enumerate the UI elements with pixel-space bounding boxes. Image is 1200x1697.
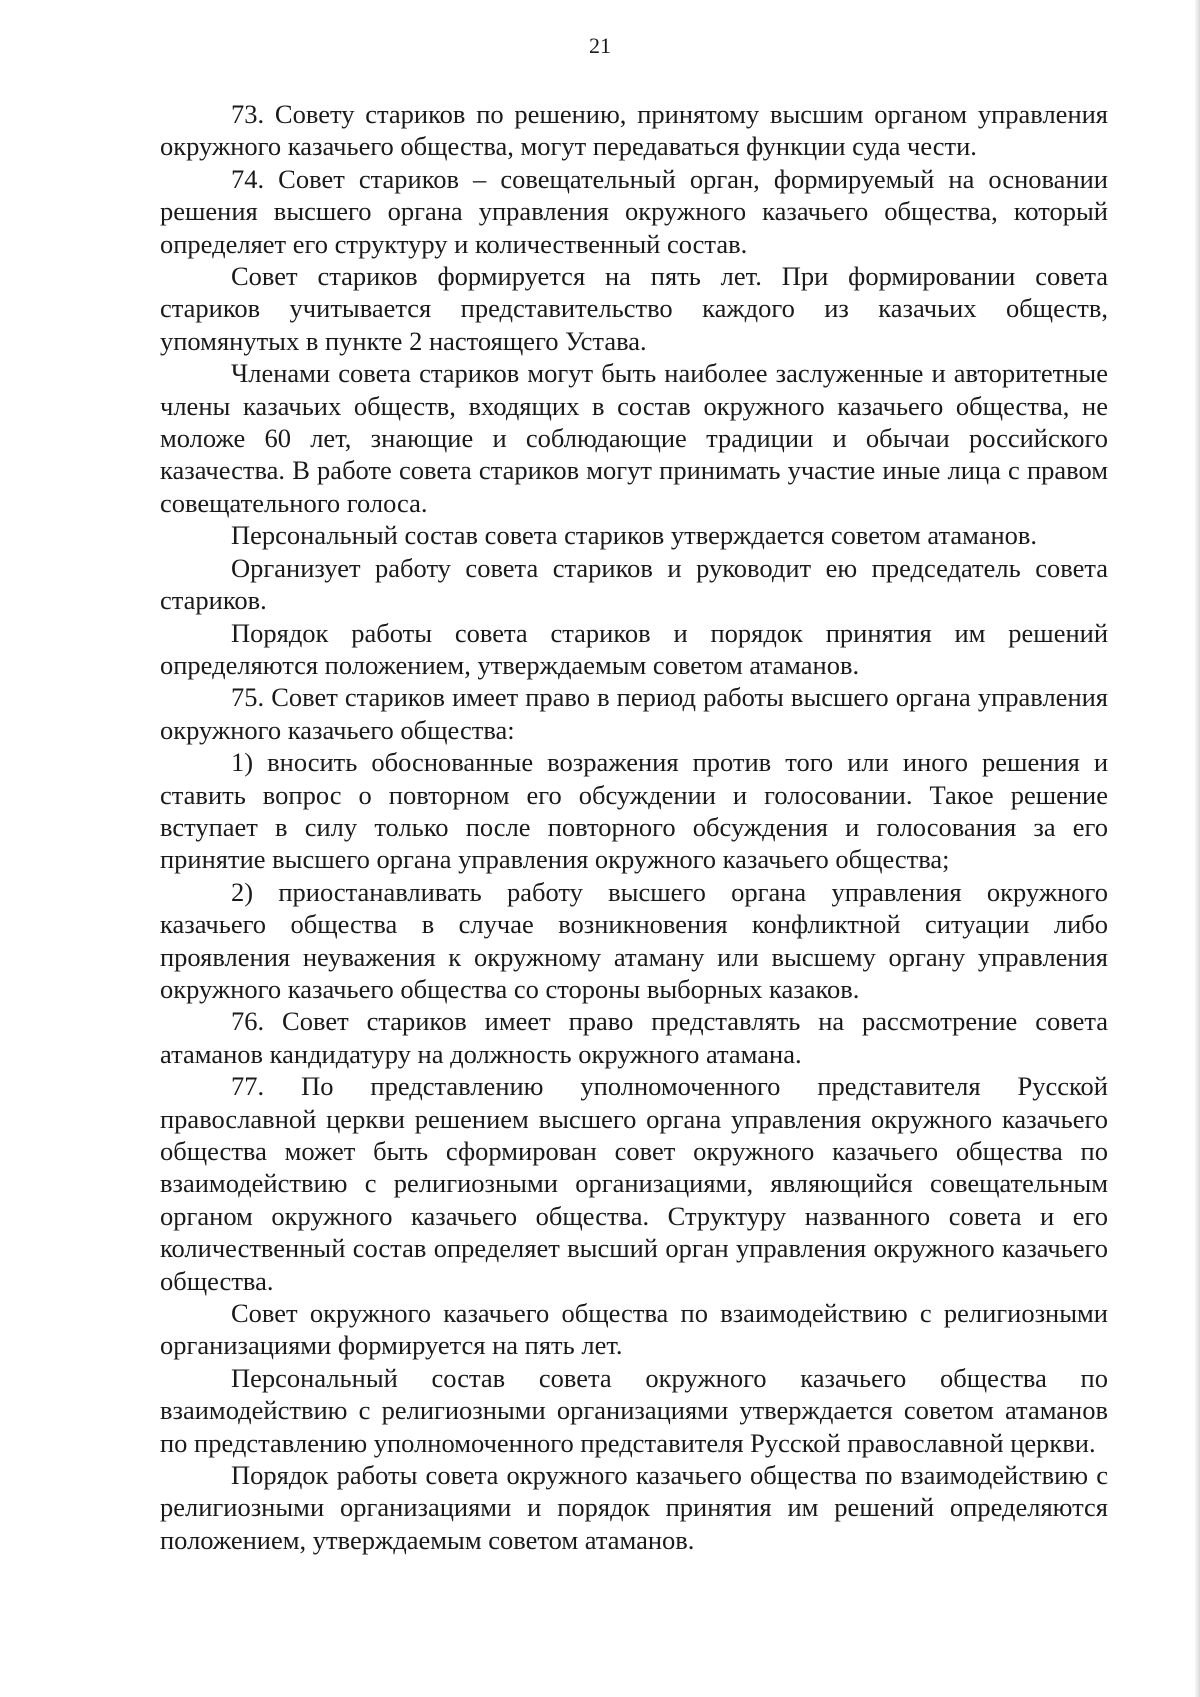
paragraph-74-chairman: Организует работу совета стариков и руководит ею председатель совета стариков.	[160, 552, 1108, 616]
paragraph-77-term: Совет окружного казачьего общества по взаимодействию с религиозными организациями формируется на пять лет.	[160, 1298, 1108, 1361]
page-number: 21	[589, 33, 611, 58]
scan-edge-shadow	[1194, 0, 1200, 1697]
paragraph-77-composition: Персональный состав совета окружного казачьего общества по взаимодействию с религиозными организациями утверждается советом атаманов по представлению уполномоченного представителя Русской православной церкви.	[160, 1362, 1108, 1458]
paragraph-74-procedure: Порядок работы совета стариков и порядок принятия им решений определяются положением, утверждаемым советом атаманов.	[160, 617, 1108, 680]
paragraph-74-term: Совет стариков формируется на пять лет. При формировании совета стариков учитывается представительство каждого из казачьих обществ, упомянутых в пункте 2 настоящего Устава.	[160, 261, 1108, 356]
paragraph-74-members: Членами совета стариков могут быть наиболее заслуженные и авторитетные члены казачьих обществ, входящих в состав окружного казачьего общества, не моложе 60 лет, знающие и соблюдающие традиции и обычаи российского казачества. В работе совета стариков могут принимать участие иные лица с правом совещательного голоса.	[160, 358, 1108, 518]
document-body	[160, 98, 1108, 1556]
paragraph-77: 77. По представлению уполномоченного представителя Русской православной церкви решением высшего органа управления окружного казачьего общества может быть сформирован совет окружного казачьего общества по взаимодействию с религиозными организациями, являющийся совещательным органом окружного казачьего общества. Структуру названного совета и его количественный состав определяет высший орган управления окружного казачьего общества.	[160, 1071, 1108, 1296]
paragraph-75: 75. Совет стариков имеет право в период работы высшего органа управления окружного казачьего общества:	[160, 682, 1108, 745]
paragraph-75-item-2: 2) приостанавливать работу высшего органа управления окружного казачьего общества в случае возникновения конфликтной ситуации либо проявления неуважения к окружному атаману или высшему органу управления окружного казачьего общества со стороны выборных казаков.	[160, 876, 1108, 1004]
paragraph-77-procedure: Порядок работы совета окружного казачьего общества по взаимодействию с религиозными организациями и порядок принятия им решений определяются положением, утверждаемым советом атаманов.	[160, 1460, 1108, 1555]
paragraph-76: 76. Совет стариков имеет право представлять на рассмотрение совета атаманов кандидатуру на должность окружного атамана.	[160, 1006, 1108, 1069]
paragraph-75-item-1: 1) вносить обоснованные возражения против того или иного решения и ставить вопрос о повторном его обсуждении и голосовании. Такое решение вступает в силу только после повторного обсуждения и голосования за его принятие высшего органа управления окружного казачьего общества;	[160, 747, 1108, 875]
paragraph-74: 74. Совет стариков – совещательный орган, формируемый на основании решения высшего органа управления окружного казачьего общества, который определяет его структуру и количественный состав.	[160, 163, 1108, 259]
paragraph-73: 73. Совету стариков по решению, принятому высшим органом управления окружного казачьего общества, могут передаваться функции суда чести.	[160, 99, 1108, 162]
paragraph-74-composition: Персональный состав совета стариков утверждается советом атаманов.	[231, 520, 1038, 551]
